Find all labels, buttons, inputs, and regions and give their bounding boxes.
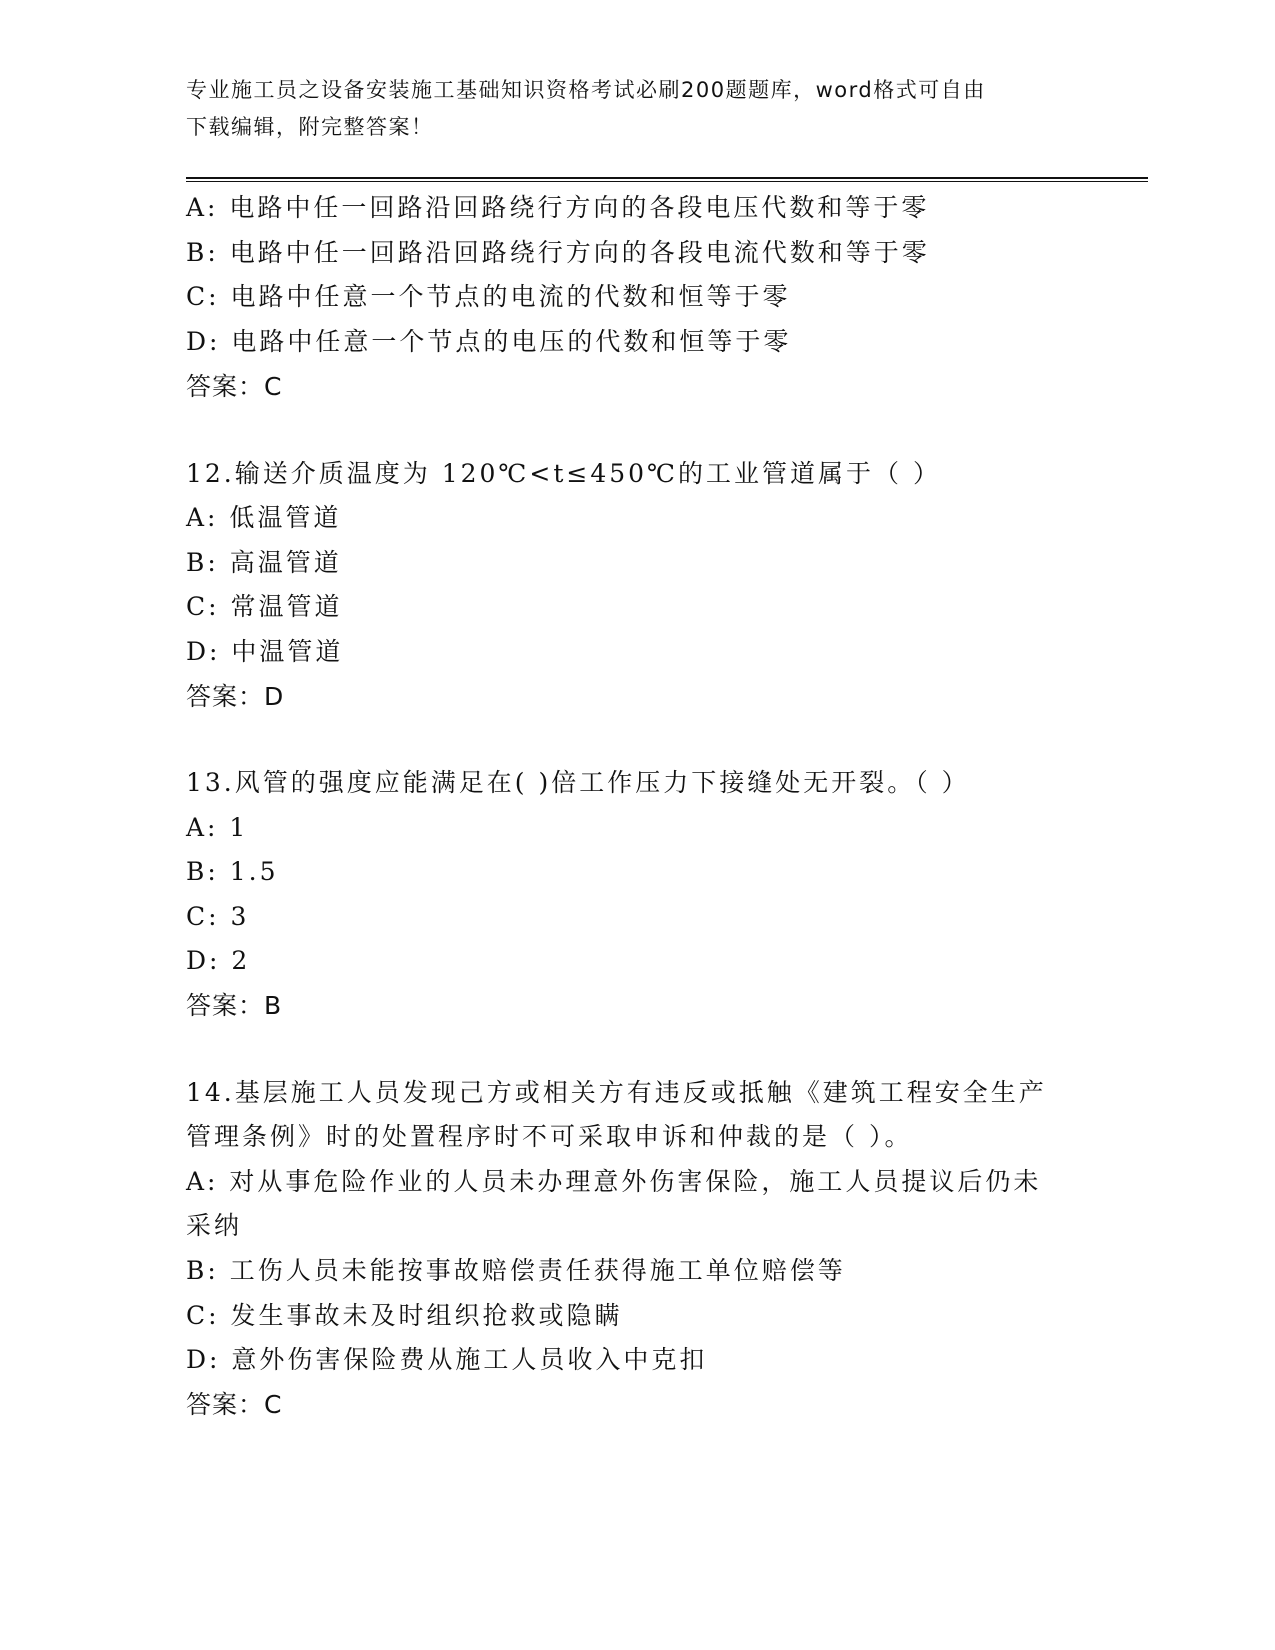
header-divider-thin [186, 181, 1148, 182]
document-header [186, 72, 1076, 146]
q13-option-a: A: 1 [186, 813, 249, 842]
q11-option-c: C: 电路中任意一个节点的电流的代数和恒等于零 [186, 282, 791, 311]
q12-option-a: A: 低温管道 [186, 503, 342, 532]
q13-option-c: C: 3 [186, 902, 250, 931]
q11-option-d: D: 电路中任意一个节点的电压的代数和恒等于零 [186, 327, 792, 356]
q13-stem: 13.风管的强度应能满足在( )倍工作压力下接缝处无开裂。（ ） [186, 768, 970, 797]
q11-option-a: A: 电路中任一回路沿回路绕行方向的各段电压代数和等于零 [186, 193, 930, 222]
q14-stem-line-2: 管理条例》时的处置程序时不可采取申诉和仲裁的是（ ）。 [186, 1122, 913, 1151]
q13-answer: 答案：B [186, 991, 283, 1020]
q14-option-c: C: 发生事故未及时组织抢救或隐瞒 [186, 1301, 623, 1330]
q12-option-c: C: 常温管道 [186, 592, 343, 621]
q14-option-b: B: 工伤人员未能按事故赔偿责任获得施工单位赔偿等 [186, 1256, 846, 1285]
q14-answer: 答案：C [186, 1390, 283, 1419]
q14-option-a-line-2: 采纳 [186, 1211, 243, 1240]
q12-answer: 答案：D [186, 682, 285, 711]
header-divider-thick [186, 177, 1148, 179]
q11-answer: 答案：C [186, 372, 283, 401]
q12-stem: 12.输送介质温度为 120℃<t≤450℃的工业管道属于（ ） [186, 459, 941, 488]
q12-option-d: D: 中温管道 [186, 637, 344, 666]
q13-option-b: B: 1.5 [186, 857, 279, 886]
q14-option-d: D: 意外伤害保险费从施工人员收入中克扣 [186, 1345, 708, 1374]
q14-stem-line-1: 14.基层施工人员发现己方或相关方有违反或抵触《建筑工程安全生产 [186, 1078, 1047, 1107]
q14-option-a-line-1: A: 对从事危险作业的人员未办理意外伤害保险，施工人员提议后仍未 [186, 1167, 1042, 1196]
q12-option-b: B: 高温管道 [186, 548, 342, 577]
header-title-line-1: 专业施工员之设备安装施工基础知识资格考试必刷200题题库，word格式可自由 [186, 78, 986, 102]
q11-option-b: B: 电路中任一回路沿回路绕行方向的各段电流代数和等于零 [186, 238, 930, 267]
q13-option-d: D: 2 [186, 946, 251, 975]
header-title-line-2: 下载编辑，附完整答案！ [186, 115, 434, 139]
